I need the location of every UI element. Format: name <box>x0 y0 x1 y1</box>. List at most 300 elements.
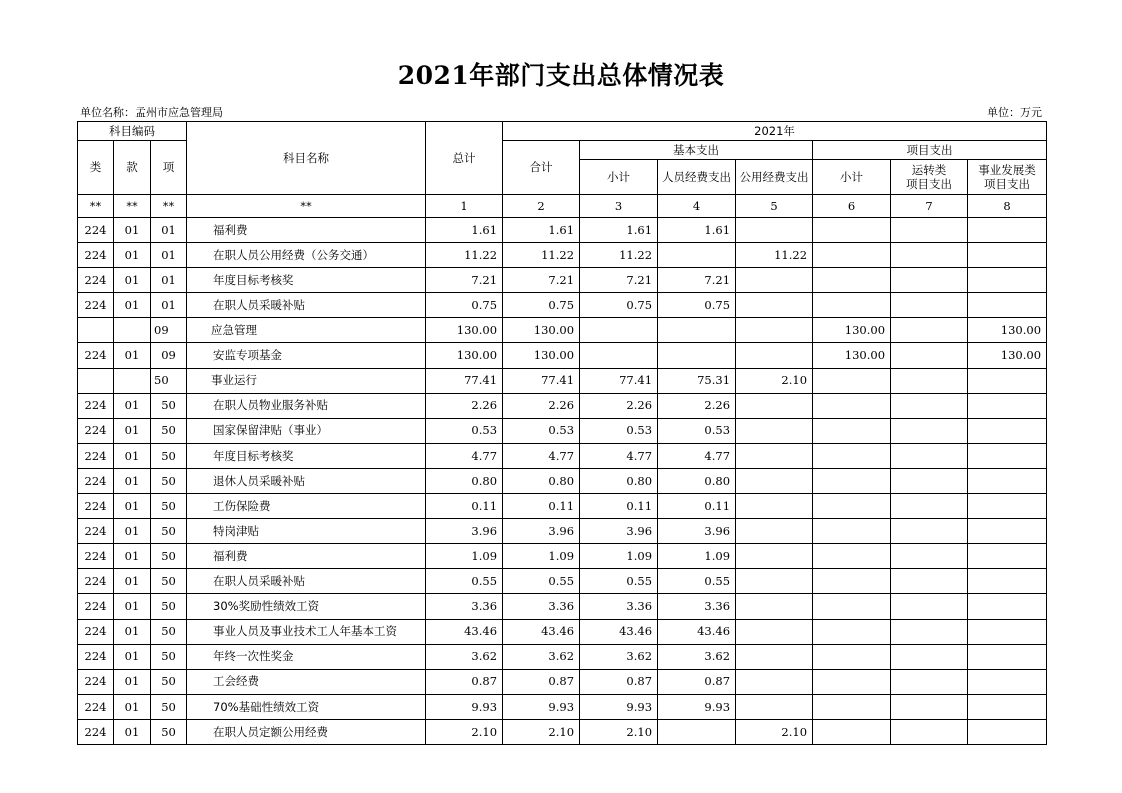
cell-proj-sub <box>813 644 891 669</box>
cell-total: 0.87 <box>426 669 503 694</box>
cell-total: 7.21 <box>426 268 503 293</box>
cell-total: 3.62 <box>426 644 503 669</box>
expenditure-table <box>77 121 1047 745</box>
header-personnel: 人员经费支出 <box>658 160 736 195</box>
cell-xiang: 50 <box>151 644 187 669</box>
cell-public <box>736 218 813 243</box>
header-basic: 基本支出 <box>580 141 813 160</box>
header-transfer-line1: 运转类 <box>911 162 947 177</box>
cell-proj-sub <box>813 268 891 293</box>
cell-proj-sub <box>813 243 891 268</box>
cell-personnel: 4.77 <box>658 443 736 468</box>
table-row <box>78 694 1047 719</box>
cell-public <box>736 343 813 368</box>
cell-total: 3.36 <box>426 594 503 619</box>
cell-proj-sub <box>813 418 891 443</box>
column-index-row <box>78 195 1047 218</box>
header-dev <box>968 160 1047 195</box>
cell-dev <box>968 694 1047 719</box>
cell-basic-sub: 11.22 <box>580 243 658 268</box>
cell-transfer <box>891 443 968 468</box>
cell-transfer <box>891 343 968 368</box>
column-index-cell: 7 <box>891 195 968 218</box>
table-row <box>78 393 1047 418</box>
cell-sum: 2.26 <box>503 393 580 418</box>
cell-sum: 130.00 <box>503 318 580 343</box>
cell-dev <box>968 393 1047 418</box>
header-total: 总计 <box>426 122 503 195</box>
cell-proj-sub <box>813 669 891 694</box>
cell-dev <box>968 569 1047 594</box>
cell-proj-sub <box>813 443 891 468</box>
cell-transfer <box>891 694 968 719</box>
cell-transfer <box>891 293 968 318</box>
cell-lei <box>78 368 114 393</box>
cell-basic-sub: 2.26 <box>580 393 658 418</box>
cell-lei: 224 <box>78 594 114 619</box>
cell-basic-sub: 1.61 <box>580 218 658 243</box>
cell-dev <box>968 644 1047 669</box>
cell-public <box>736 619 813 644</box>
cell-lei: 224 <box>78 243 114 268</box>
cell-public: 2.10 <box>736 719 813 744</box>
cell-transfer <box>891 494 968 519</box>
cell-xiang: 01 <box>151 243 187 268</box>
table-row <box>78 343 1047 368</box>
cell-xiang: 50 <box>151 619 187 644</box>
cell-personnel: 0.55 <box>658 569 736 594</box>
cell-subject-name: 在职人员公用经费（公务交通） <box>187 243 426 268</box>
cell-personnel: 0.53 <box>658 418 736 443</box>
cell-xiang: 50 <box>151 594 187 619</box>
cell-transfer <box>891 318 968 343</box>
cell-personnel: 9.93 <box>658 694 736 719</box>
cell-lei: 224 <box>78 719 114 744</box>
cell-kuan: 01 <box>114 694 151 719</box>
column-index-cell: 3 <box>580 195 658 218</box>
cell-dev: 130.00 <box>968 318 1047 343</box>
table-row <box>78 318 1047 343</box>
header-project-subtotal: 小计 <box>813 160 891 195</box>
cell-proj-sub <box>813 218 891 243</box>
table-row <box>78 243 1047 268</box>
table-row <box>78 619 1047 644</box>
cell-xiang: 09 <box>151 343 187 368</box>
cell-kuan: 01 <box>114 418 151 443</box>
cell-transfer <box>891 268 968 293</box>
cell-kuan: 01 <box>114 393 151 418</box>
cell-basic-sub: 3.62 <box>580 644 658 669</box>
table-row <box>78 669 1047 694</box>
cell-kuan: 01 <box>114 494 151 519</box>
cell-basic-sub: 4.77 <box>580 443 658 468</box>
cell-lei: 224 <box>78 393 114 418</box>
cell-total: 0.75 <box>426 293 503 318</box>
cell-basic-sub: 3.96 <box>580 519 658 544</box>
cell-sum: 0.80 <box>503 468 580 493</box>
cell-personnel: 7.21 <box>658 268 736 293</box>
cell-proj-sub <box>813 393 891 418</box>
cell-subject-name: 年终一次性奖金 <box>187 644 426 669</box>
header-year: 2021年 <box>503 122 1047 141</box>
cell-lei: 224 <box>78 218 114 243</box>
table-row <box>78 594 1047 619</box>
header-xiang: 项 <box>151 141 187 195</box>
cell-dev <box>968 218 1047 243</box>
cell-lei <box>78 318 114 343</box>
table-row <box>78 468 1047 493</box>
cell-total: 3.96 <box>426 519 503 544</box>
cell-total: 0.11 <box>426 494 503 519</box>
cell-basic-sub: 0.53 <box>580 418 658 443</box>
cell-transfer <box>891 368 968 393</box>
cell-dev <box>968 669 1047 694</box>
header-lei: 类 <box>78 141 114 195</box>
cell-subject-name: 应急管理 <box>187 318 426 343</box>
cell-subject-name: 特岗津贴 <box>187 519 426 544</box>
cell-total: 1.61 <box>426 218 503 243</box>
cell-public <box>736 268 813 293</box>
header-sum: 合计 <box>503 141 580 195</box>
cell-personnel: 3.62 <box>658 644 736 669</box>
cell-basic-sub: 0.87 <box>580 669 658 694</box>
cell-personnel: 1.09 <box>658 544 736 569</box>
cell-subject-name: 年度目标考核奖 <box>187 268 426 293</box>
header-project: 项目支出 <box>813 141 1047 160</box>
cell-public <box>736 418 813 443</box>
cell-lei: 224 <box>78 268 114 293</box>
cell-transfer <box>891 243 968 268</box>
cell-total: 130.00 <box>426 343 503 368</box>
cell-total: 11.22 <box>426 243 503 268</box>
cell-proj-sub <box>813 569 891 594</box>
cell-basic-sub: 0.55 <box>580 569 658 594</box>
cell-transfer <box>891 544 968 569</box>
unit-label: 单位：万元 <box>987 106 1042 119</box>
table-row <box>78 268 1047 293</box>
table-row <box>78 443 1047 468</box>
cell-proj-sub <box>813 293 891 318</box>
cell-proj-sub <box>813 494 891 519</box>
cell-subject-name: 福利费 <box>187 218 426 243</box>
header-public: 公用经费支出 <box>736 160 813 195</box>
cell-sum: 0.55 <box>503 569 580 594</box>
cell-personnel: 75.31 <box>658 368 736 393</box>
column-index-cell: 1 <box>426 195 503 218</box>
cell-dev <box>968 243 1047 268</box>
cell-dev <box>968 443 1047 468</box>
cell-lei: 224 <box>78 694 114 719</box>
column-index-cell: ** <box>114 195 151 218</box>
cell-public: 11.22 <box>736 243 813 268</box>
cell-xiang: 01 <box>151 218 187 243</box>
cell-xiang: 50 <box>151 719 187 744</box>
cell-kuan: 01 <box>114 519 151 544</box>
cell-dev <box>968 719 1047 744</box>
cell-kuan: 01 <box>114 719 151 744</box>
cell-subject-name: 国家保留津贴（事业） <box>187 418 426 443</box>
cell-subject-name: 安监专项基金 <box>187 343 426 368</box>
cell-transfer <box>891 594 968 619</box>
cell-total: 2.26 <box>426 393 503 418</box>
cell-personnel <box>658 318 736 343</box>
cell-subject-name: 30%奖励性绩效工资 <box>187 594 426 619</box>
table-row <box>78 293 1047 318</box>
cell-basic-sub: 7.21 <box>580 268 658 293</box>
cell-sum: 1.61 <box>503 218 580 243</box>
cell-proj-sub <box>813 468 891 493</box>
cell-basic-sub: 0.80 <box>580 468 658 493</box>
table-row <box>78 719 1047 744</box>
cell-lei: 224 <box>78 343 114 368</box>
cell-dev <box>968 519 1047 544</box>
cell-kuan: 01 <box>114 293 151 318</box>
cell-total: 130.00 <box>426 318 503 343</box>
cell-public <box>736 468 813 493</box>
header-transfer <box>891 160 968 195</box>
cell-subject-name: 在职人员定额公用经费 <box>187 719 426 744</box>
cell-total: 0.80 <box>426 468 503 493</box>
cell-kuan: 01 <box>114 594 151 619</box>
cell-xiang: 50 <box>151 368 187 393</box>
cell-total: 4.77 <box>426 443 503 468</box>
cell-personnel: 0.11 <box>658 494 736 519</box>
cell-personnel: 3.96 <box>658 519 736 544</box>
cell-dev <box>968 494 1047 519</box>
cell-public <box>736 544 813 569</box>
cell-public <box>736 293 813 318</box>
cell-xiang: 50 <box>151 468 187 493</box>
cell-xiang: 50 <box>151 669 187 694</box>
cell-kuan: 01 <box>114 443 151 468</box>
cell-sum: 0.87 <box>503 669 580 694</box>
cell-dev <box>968 594 1047 619</box>
cell-basic-sub: 77.41 <box>580 368 658 393</box>
cell-sum: 3.36 <box>503 594 580 619</box>
cell-dev <box>968 619 1047 644</box>
cell-lei: 224 <box>78 494 114 519</box>
header-basic-subtotal: 小计 <box>580 160 658 195</box>
cell-xiang: 50 <box>151 694 187 719</box>
cell-total: 9.93 <box>426 694 503 719</box>
column-index-cell: ** <box>78 195 114 218</box>
cell-dev: 130.00 <box>968 343 1047 368</box>
cell-basic-sub: 1.09 <box>580 544 658 569</box>
cell-subject-name: 退休人员采暖补贴 <box>187 468 426 493</box>
cell-xiang: 50 <box>151 544 187 569</box>
cell-sum: 7.21 <box>503 268 580 293</box>
cell-basic-sub: 43.46 <box>580 619 658 644</box>
header-dev-line2: 项目支出 <box>984 177 1031 191</box>
cell-transfer <box>891 418 968 443</box>
cell-total: 43.46 <box>426 619 503 644</box>
table-row <box>78 218 1047 243</box>
cell-xiang: 01 <box>151 293 187 318</box>
cell-dev <box>968 468 1047 493</box>
cell-sum: 4.77 <box>503 443 580 468</box>
report-title: 2021年部门支出总体情况表 <box>397 61 725 90</box>
cell-kuan: 01 <box>114 268 151 293</box>
cell-kuan: 01 <box>114 669 151 694</box>
cell-public <box>736 443 813 468</box>
cell-basic-sub <box>580 318 658 343</box>
table-row <box>78 368 1047 393</box>
cell-sum: 43.46 <box>503 619 580 644</box>
column-index-cell: ** <box>151 195 187 218</box>
cell-total: 2.10 <box>426 719 503 744</box>
cell-dev <box>968 418 1047 443</box>
cell-lei: 224 <box>78 468 114 493</box>
cell-basic-sub: 2.10 <box>580 719 658 744</box>
cell-transfer <box>891 218 968 243</box>
cell-proj-sub <box>813 694 891 719</box>
cell-basic-sub: 0.75 <box>580 293 658 318</box>
cell-transfer <box>891 669 968 694</box>
cell-xiang: 50 <box>151 443 187 468</box>
cell-public <box>736 644 813 669</box>
cell-sum: 2.10 <box>503 719 580 744</box>
cell-subject-name: 70%基础性绩效工资 <box>187 694 426 719</box>
cell-xiang: 50 <box>151 393 187 418</box>
cell-proj-sub <box>813 619 891 644</box>
cell-kuan <box>114 318 151 343</box>
header-subject-name: 科目名称 <box>187 122 426 195</box>
cell-subject-name: 在职人员物业服务补贴 <box>187 393 426 418</box>
cell-sum: 0.75 <box>503 293 580 318</box>
cell-subject-name: 在职人员采暖补贴 <box>187 293 426 318</box>
cell-personnel: 0.75 <box>658 293 736 318</box>
cell-lei: 224 <box>78 293 114 318</box>
cell-public <box>736 594 813 619</box>
table-row <box>78 494 1047 519</box>
cell-proj-sub <box>813 519 891 544</box>
cell-subject-name: 工会经费 <box>187 669 426 694</box>
cell-subject-name: 在职人员采暖补贴 <box>187 569 426 594</box>
cell-kuan: 01 <box>114 468 151 493</box>
cell-xiang: 50 <box>151 418 187 443</box>
column-index-cell: 6 <box>813 195 891 218</box>
cell-xiang: 09 <box>151 318 187 343</box>
cell-subject-name: 事业运行 <box>187 368 426 393</box>
cell-sum: 1.09 <box>503 544 580 569</box>
cell-subject-name: 事业人员及事业技术工人年基本工资 <box>187 619 426 644</box>
cell-public <box>736 519 813 544</box>
cell-transfer <box>891 393 968 418</box>
cell-total: 0.53 <box>426 418 503 443</box>
cell-sum: 11.22 <box>503 243 580 268</box>
cell-proj-sub: 130.00 <box>813 318 891 343</box>
cell-lei: 224 <box>78 644 114 669</box>
cell-transfer <box>891 519 968 544</box>
cell-basic-sub: 0.11 <box>580 494 658 519</box>
cell-total: 1.09 <box>426 544 503 569</box>
cell-proj-sub <box>813 719 891 744</box>
cell-public <box>736 494 813 519</box>
cell-xiang: 50 <box>151 569 187 594</box>
cell-public <box>736 669 813 694</box>
header-dev-line1: 事业发展类 <box>978 162 1036 177</box>
cell-personnel: 2.26 <box>658 393 736 418</box>
cell-transfer <box>891 468 968 493</box>
cell-proj-sub: 130.00 <box>813 343 891 368</box>
table-row <box>78 569 1047 594</box>
table-row <box>78 519 1047 544</box>
cell-dev <box>968 368 1047 393</box>
cell-basic-sub: 3.36 <box>580 594 658 619</box>
cell-dev <box>968 293 1047 318</box>
cell-xiang: 50 <box>151 494 187 519</box>
cell-public <box>736 318 813 343</box>
unit-org-label: 单位名称：孟州市应急管理局 <box>80 106 223 119</box>
cell-public <box>736 569 813 594</box>
cell-kuan: 01 <box>114 619 151 644</box>
column-index-cell: 8 <box>968 195 1047 218</box>
cell-personnel: 0.87 <box>658 669 736 694</box>
column-index-cell: 2 <box>503 195 580 218</box>
table-body <box>78 218 1047 745</box>
header-transfer-line2: 项目支出 <box>906 177 953 191</box>
cell-personnel <box>658 243 736 268</box>
cell-kuan: 01 <box>114 644 151 669</box>
cell-subject-name: 年度目标考核奖 <box>187 443 426 468</box>
cell-sum: 0.53 <box>503 418 580 443</box>
column-index-cell: 4 <box>658 195 736 218</box>
cell-sum: 9.93 <box>503 694 580 719</box>
cell-basic-sub <box>580 343 658 368</box>
cell-lei: 224 <box>78 544 114 569</box>
cell-total: 0.55 <box>426 569 503 594</box>
cell-lei: 224 <box>78 418 114 443</box>
cell-kuan: 01 <box>114 343 151 368</box>
cell-sum: 130.00 <box>503 343 580 368</box>
header-subject-code: 科目编码 <box>78 122 187 141</box>
header-kuan: 款 <box>114 141 151 195</box>
cell-lei: 224 <box>78 519 114 544</box>
cell-sum: 3.62 <box>503 644 580 669</box>
cell-xiang: 01 <box>151 268 187 293</box>
cell-personnel: 1.61 <box>658 218 736 243</box>
cell-xiang: 50 <box>151 519 187 544</box>
table-row <box>78 544 1047 569</box>
cell-lei: 224 <box>78 619 114 644</box>
cell-sum: 77.41 <box>503 368 580 393</box>
column-index-cell: 5 <box>736 195 813 218</box>
cell-personnel: 3.36 <box>658 594 736 619</box>
table-row <box>78 418 1047 443</box>
cell-transfer <box>891 644 968 669</box>
cell-kuan <box>114 368 151 393</box>
cell-lei: 224 <box>78 443 114 468</box>
cell-kuan: 01 <box>114 544 151 569</box>
cell-public: 2.10 <box>736 368 813 393</box>
cell-public <box>736 393 813 418</box>
cell-personnel: 0.80 <box>658 468 736 493</box>
cell-sum: 3.96 <box>503 519 580 544</box>
cell-dev <box>968 544 1047 569</box>
cell-proj-sub <box>813 594 891 619</box>
cell-dev <box>968 268 1047 293</box>
cell-subject-name: 福利费 <box>187 544 426 569</box>
cell-proj-sub <box>813 368 891 393</box>
cell-lei: 224 <box>78 669 114 694</box>
cell-sum: 0.11 <box>503 494 580 519</box>
column-index-cell: ** <box>187 195 426 218</box>
cell-personnel: 43.46 <box>658 619 736 644</box>
cell-transfer <box>891 619 968 644</box>
cell-transfer <box>891 569 968 594</box>
cell-kuan: 01 <box>114 243 151 268</box>
cell-basic-sub: 9.93 <box>580 694 658 719</box>
